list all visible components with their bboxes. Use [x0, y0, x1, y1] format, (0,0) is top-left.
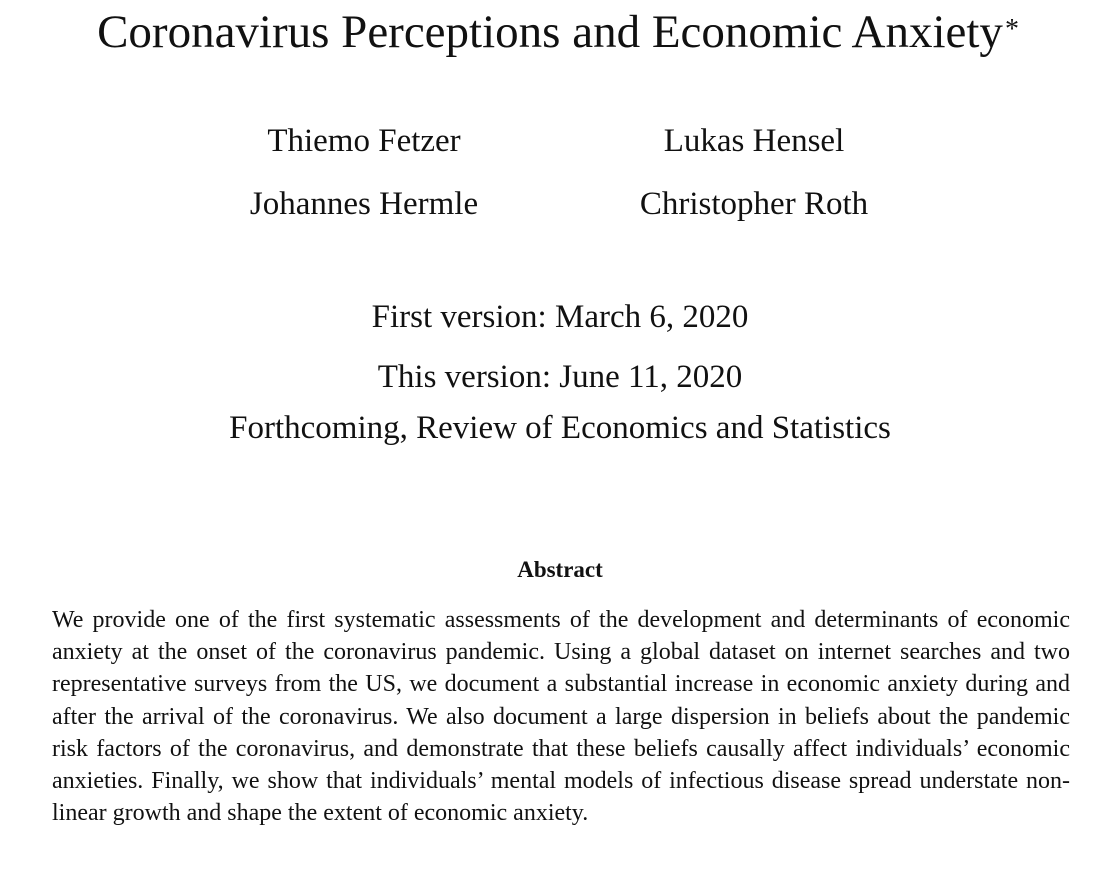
- author-name: Christopher Roth: [639, 186, 869, 222]
- this-version-date: This version: June 11, 2020: [377, 359, 743, 395]
- author-name: Thiemo Fetzer: [267, 123, 461, 159]
- paper-title-text: Coronavirus Perceptions and Economic Anxiety: [97, 6, 1003, 58]
- title-footnote-mark: *: [1004, 14, 1019, 45]
- author-name: Lukas Hensel: [663, 123, 845, 159]
- author-name: Johannes Hermle: [249, 186, 479, 222]
- paper-title: [0, 4, 1116, 60]
- abstract-text: We provide one of the first systematic assessments of the development and determinants of economic anxiety at the onset of the coronavirus pandemic. Using a global dataset on internet searches and two representative surveys from the US, we document a substantial increase in economic anxiety during and after the arrival of the coronavirus. We also document a large dispersion in beliefs about the pandemic risk factors of the coronavirus, and demonstrate that these beliefs causally affect individuals’ economic anxieties. Finally, we show that individuals’ mental models of infectious disease spread understate non-linear growth and shape the extent of economic anxiety.: [52, 607, 1070, 827]
- abstract-heading: Abstract: [517, 557, 603, 582]
- first-version-date: First version: March 6, 2020: [371, 299, 749, 335]
- publication-status: Forthcoming, Review of Economics and Statistics: [229, 410, 891, 446]
